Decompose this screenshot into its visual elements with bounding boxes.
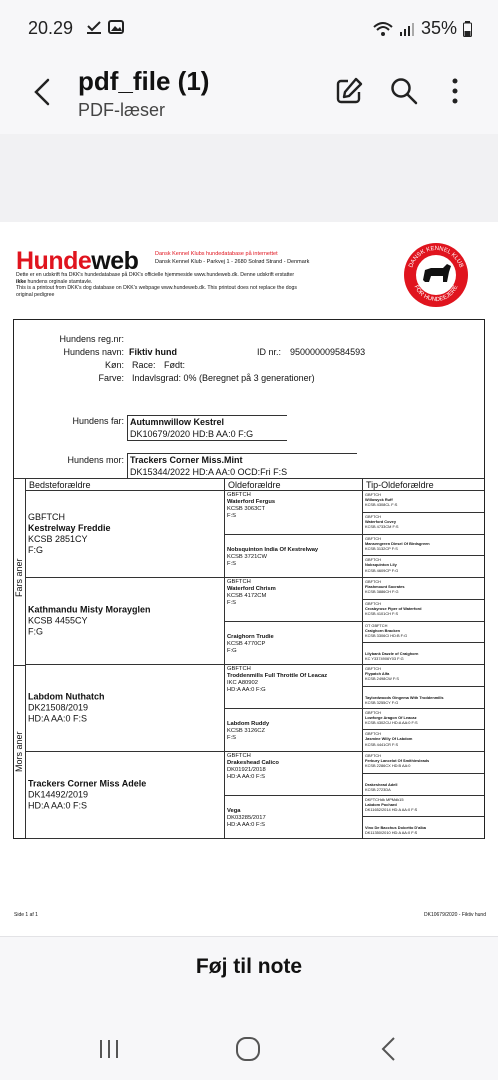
parent-cell — [26, 665, 224, 752]
title-line: GBFTCH — [227, 666, 251, 672]
dog-info: KC Y3374906Y03 F:G — [365, 656, 404, 662]
great-grandparent-cell — [363, 578, 484, 600]
battery-icon — [463, 21, 472, 37]
dog-info: F:S — [227, 735, 237, 742]
page-footer-left: Side 1 af 1 — [14, 912, 38, 918]
add-to-note-button[interactable]: Føj til note — [0, 955, 498, 979]
dog-info: KCSB 2498CW F:S — [365, 676, 399, 682]
dog-name: Craighorn Trudie — [227, 634, 274, 641]
dog-name: Crosbyrose Piper of Waterford — [365, 605, 422, 611]
svg-text:DANSK KENNEL KLUB: DANSK KENNEL KLUB — [408, 245, 464, 269]
parent-cell — [26, 578, 224, 665]
title-line: GBFTCH — [365, 600, 381, 606]
more-options-icon[interactable] — [440, 76, 470, 106]
dog-info: KCSB 3063CT — [227, 506, 266, 512]
dog-name: Vino De Bacchus Dolcetto D'alba — [365, 825, 426, 831]
signal-icon — [399, 21, 415, 37]
dog-info: KCSB 2286CX HD:B AA:0 — [365, 763, 411, 769]
dog-info: DK01921/2018 — [227, 767, 266, 773]
printout-notice: Dette er en udskrift fra DKK's hundedatabase på DKK's officielle hjemmeside www.hundeweb.dk. Denne udskrift erstatter ikke hundens orginale stamtavle. This is a printout from DKK's dog database on DKK's webpage www.hundeweb.dk. This printout does not replace the dogs original pedigree — [16, 272, 298, 298]
dog-info: DK11652/2014 HD:A AA:0 F:S — [365, 806, 418, 812]
great-grandparent-cell — [363, 513, 484, 535]
great-grandparent-cell — [363, 730, 484, 752]
dog-name: Lilybank Dazzle of Craighorn — [365, 651, 419, 657]
dog-info: IKC A80902 — [227, 680, 258, 686]
col-header-grandparents: Oldeforældre — [224, 479, 362, 491]
title-line: GBFTCH — [227, 492, 251, 498]
title-line: GBFTCH — [227, 579, 251, 585]
great-grandparent-cell — [363, 491, 484, 513]
col-header-great-grandparents: Tip-Oldeforældre — [362, 479, 484, 491]
dog-name: Trackers Corner Miss Adele — [28, 778, 147, 789]
status-time: 20.29 — [28, 18, 74, 38]
grandparent-cell — [225, 796, 362, 840]
col-header-parents: Bedsteforældre — [25, 479, 224, 491]
great-grandparent-cell — [363, 817, 484, 839]
dog-name: Jasmine Willy Of Labdom — [365, 736, 413, 742]
gallery-icon — [108, 19, 124, 35]
dog-info: KCSB 4770CP — [227, 641, 266, 648]
title-line: GBFTCH — [365, 753, 381, 758]
dog-name: Waterford Fergus — [227, 499, 276, 505]
great-grandparent-cell — [363, 796, 484, 818]
great-grandparent-cell — [363, 752, 484, 774]
dog-info: DK21508/2019 — [28, 702, 89, 713]
grandparent-cell — [225, 491, 362, 535]
title-line: GBFTCH — [365, 731, 381, 737]
great-grandparent-cell — [363, 556, 484, 578]
dog-info: HD:A AA:0 F:G — [227, 687, 266, 693]
dog-info: DK14492/2019 — [28, 789, 89, 800]
title-line: DKFTCHdk MPMdk15 — [365, 796, 404, 802]
pedigree-document: Hundens reg.nr: Hundens navn: Fiktiv hund ID nr.: 950000009584593 Køn: Race: Født: Farve: Indavlsgrad: 0% (Beregnet på 3 generationer) Hundens far: Autumnwillow Kestrel DK10679/2020 HD:B AA:0 F:G Hundens mor: Trackers Corner Miss.Mint DK15344/2022 HD:A AA:0 OCD:Fri F:S Bedsteforældre Oldeforældre Tip-Oldeforældre Fars aner Mors aner GBFTCH Kestrelway Freddie KCSB 2851CY F:G Kathmandu Misty Morayglen KCSB 4455CY F:G Labdom Nuthatch DK21508/2019 HD:A AA:0 F:S Trackers Corner Miss Adele DK14492/2019 HD:A AA:0 F:S GBFTCH Waterford Fergus KCSB 3063CT F:S Nobsquinton India Of Kestrelway KCSB 3721CW F:S GBFTCH Waterford Chrism KCSB 4172CM F:S Craighorn Trudie KCSB 4770CP F:G GBFTCH Troddenmills Full Throttle Of Leacaz IKC A80902 HD:A AA:0 F:G Labdom Ruddy KCSB 3126CZ F:S GBFTCH Drakeshead Calico DK01921/2018 HD:A AA:0 F:S Vega DK03285/2017 HD:A AA:0 F:S GBFTCH Willowyck Ruff KCSB 4308CL F:S GBFTCH Waterford Covey KCSB 4733CM F:S GBFTCH Mansengreen Diesel Of Birdsgreen KCSB 3132CP F:S GBFTCH Nobsquinton Lily KCSB 4609CP F:G GBFTCH Flashmount Socrates KCSB 3886CH F:G GBFTCH Crosbyrose Piper of Waterford KCSB 4101CH F:S OT GBFTCH Craighorn Bracken KCSB 3306CI HD:B F:G Lilybank Dazzle of Craighorn KC Y3374906Y03 F:G GBFTCH Flypatch Alfa KCSB 2498CW F:S Taylordwoods Gingema With Troddenmills KCSB 3255CY F:G GBFTCH Lowforge Aragon Of Leacaz KCSB 4302CU HD:A AA:0 F:S GBFTCH Jasmine Willy Of Labdom KCSB 4441CR F:S GBFTCH Ferbury Lancelot Of Smithiesleads KCSB 2286CX HD:B AA:0 Drakeshead Adell KCSB 2723DA DKFTCHdk MPMdk15 Labdom Pochard DK11652/2014 HD:A AA:0 F:S Vino De Bacchus Dolcetto D'alba DK11350/2010 HD:A AA:0 F:S — [13, 319, 485, 839]
fars-aner-label: Fars aner — [14, 558, 24, 598]
logo-caption: Dansk Kennel Klubs hundedatabase på internettet Dansk Kennel Klub - Parkvej 1 - 2680 Solrød Strand - Denmark — [155, 251, 310, 265]
parent-cell — [26, 752, 224, 839]
title-line: GBFTCH — [365, 666, 381, 671]
dog-info: KCSB 3886CH F:G — [365, 589, 399, 595]
status-right — [373, 18, 472, 39]
great-grandparent-cell — [363, 774, 484, 796]
home-icon[interactable] — [233, 1034, 263, 1064]
status-bar — [0, 0, 498, 56]
dog-info: KCSB 3255CY F:G — [365, 699, 399, 705]
dog-info: DK11350/2010 HD:A AA:0 F:S — [365, 830, 418, 836]
dog-name: Nobsquinton Lily — [365, 562, 397, 568]
parent-cell — [26, 491, 224, 578]
grandparent-cell — [225, 665, 362, 709]
dkk-seal-logo — [403, 242, 469, 308]
dog-info: KCSB 4441CR F:S — [365, 741, 399, 747]
dog-info: KCSB 2723DA — [365, 786, 391, 792]
svg-text:FOR HUNDEEJERE: FOR HUNDEEJERE — [412, 284, 460, 304]
viewer-background — [0, 134, 498, 222]
dog-name: Ferbury Lancelot Of Smithiesleads — [365, 758, 430, 764]
dog-info: DK03285/2017 — [227, 815, 266, 822]
title-line: GBFTCH — [28, 512, 65, 522]
dog-info: KCSB 2851CY — [28, 534, 88, 544]
dog-info: F:S — [227, 561, 237, 568]
dog-info: HD:A AA:0 F:S — [227, 774, 266, 780]
title-line: GBFTCH — [365, 709, 381, 715]
dog-name: Waterford Chrism — [227, 586, 276, 592]
grandparent-cell — [225, 535, 362, 579]
dog-name: Labdom Ruddy — [227, 721, 270, 728]
dog-name: Labdom Pochard — [365, 801, 397, 807]
dog-info: HD:A AA:0 F:S — [28, 713, 88, 724]
mors-aner-label: Mors aner — [14, 731, 24, 773]
dog-name: Drakeshead Adell — [365, 781, 398, 787]
great-grandparent-cell — [363, 622, 484, 644]
title-line: OT GBFTCH — [365, 622, 388, 628]
back-nav-icon[interactable] — [374, 1034, 404, 1064]
title-line: GBFTCH — [365, 513, 381, 519]
dog-info: KCSB 4609CP F:G — [365, 567, 399, 573]
dog-info: F:G — [28, 545, 43, 555]
edit-icon[interactable] — [334, 76, 364, 106]
dog-info: KCSB 4455CY — [28, 615, 88, 626]
dog-name: Troddenmills Full Throttle Of Leacaz — [227, 673, 328, 679]
dog-info: KCSB 3132CP F:S — [365, 545, 398, 551]
search-icon[interactable] — [389, 76, 419, 106]
dog-info: F:G — [227, 648, 237, 655]
dog-info: KCSB 4302CU HD:A AA:0 F:S — [365, 719, 418, 725]
recent-apps-icon[interactable] — [94, 1034, 124, 1064]
dog-info: KCSB 3126CZ — [227, 728, 266, 735]
dog-info: F:S — [227, 600, 237, 606]
dog-name: Taylordwoods Gingema With Troddenmills — [365, 694, 444, 700]
system-nav-bar — [0, 1004, 498, 1080]
great-grandparent-cell — [363, 535, 484, 557]
back-arrow-icon[interactable] — [28, 74, 58, 110]
title-line: GBFTCH — [365, 535, 381, 541]
dog-info: HD:A AA:0 F:S — [227, 822, 266, 829]
battery-percent: 35% — [420, 18, 457, 38]
app-bar — [0, 56, 498, 134]
title-line: GBFTCH — [365, 557, 381, 563]
dog-info: KCSB 4733CM F:S — [365, 524, 399, 530]
dog-info: KCSB 3306CI HD:B F:G — [365, 632, 408, 638]
dog-name: Labdom Nuthatch — [28, 691, 105, 702]
pdf-page[interactable] — [0, 222, 498, 932]
great-grandparent-cell — [363, 665, 484, 687]
great-grandparent-cell — [363, 709, 484, 731]
dog-name: Vega — [227, 808, 241, 815]
check-download-icon — [86, 19, 102, 35]
dog-info: KCSB 4101CH F:S — [365, 611, 399, 617]
title-line: GBFTCH — [365, 492, 381, 497]
father-box: Autumnwillow Kestrel DK10679/2020 HD:B AA:0 F:G — [127, 415, 287, 441]
page-footer-right: DK10679/2020 - Fiktiv hund — [424, 912, 486, 918]
hundeweb-logo: Hundeweb — [16, 247, 139, 275]
dog-name: Craighorn Bracken — [365, 627, 401, 633]
mother-box: Trackers Corner Miss.Mint DK15344/2022 HD:A AA:0 OCD:Fri F:S — [127, 453, 357, 479]
great-grandparent-cell — [363, 687, 484, 709]
grandparent-cell — [225, 709, 362, 753]
dog-name: Drakeshead Calico — [227, 760, 279, 766]
status-notification-icons — [86, 19, 124, 35]
dog-info: KCSB 3721CW — [227, 554, 267, 561]
grandparent-cell — [225, 752, 362, 796]
dog-info: F:G — [28, 626, 43, 637]
title-line: GBFTCH — [365, 579, 381, 584]
dog-name: Lowforge Aragon Of Leacaz — [365, 714, 417, 720]
dog-info: HD:A AA:0 F:S — [28, 800, 88, 811]
dog-info: KCSB 4172CM — [227, 593, 267, 599]
app-subtitle: PDF-læser — [78, 100, 166, 120]
file-title: pdf_file (1) — [78, 66, 210, 96]
dog-info: KCSB 4308CL F:S — [365, 502, 398, 508]
great-grandparent-cell — [363, 643, 484, 665]
dog-name: Kathmandu Misty Morayglen — [28, 604, 151, 615]
great-grandparent-cell — [363, 600, 484, 622]
pedigree-table — [14, 478, 484, 838]
dog-name: Flashmount Socrates — [365, 584, 405, 590]
title-line: GBFTCH — [227, 753, 251, 759]
dog-name: Willowyck Ruff — [365, 497, 393, 503]
dog-info: F:S — [227, 513, 237, 519]
dog-name: Waterford Covey — [365, 518, 396, 524]
dog-name: Flypatch Alfa — [365, 671, 390, 677]
grandparent-cell — [225, 578, 362, 622]
note-bar — [0, 936, 498, 1004]
dog-name: Kestrelway Freddie — [28, 523, 111, 533]
wifi-icon — [373, 21, 393, 37]
grandparent-cell — [225, 622, 362, 666]
dog-name: Mansengreen Diesel Of Birdsgreen — [365, 540, 430, 546]
dog-name: Nobsquinton India Of Kestrelway — [227, 547, 319, 554]
